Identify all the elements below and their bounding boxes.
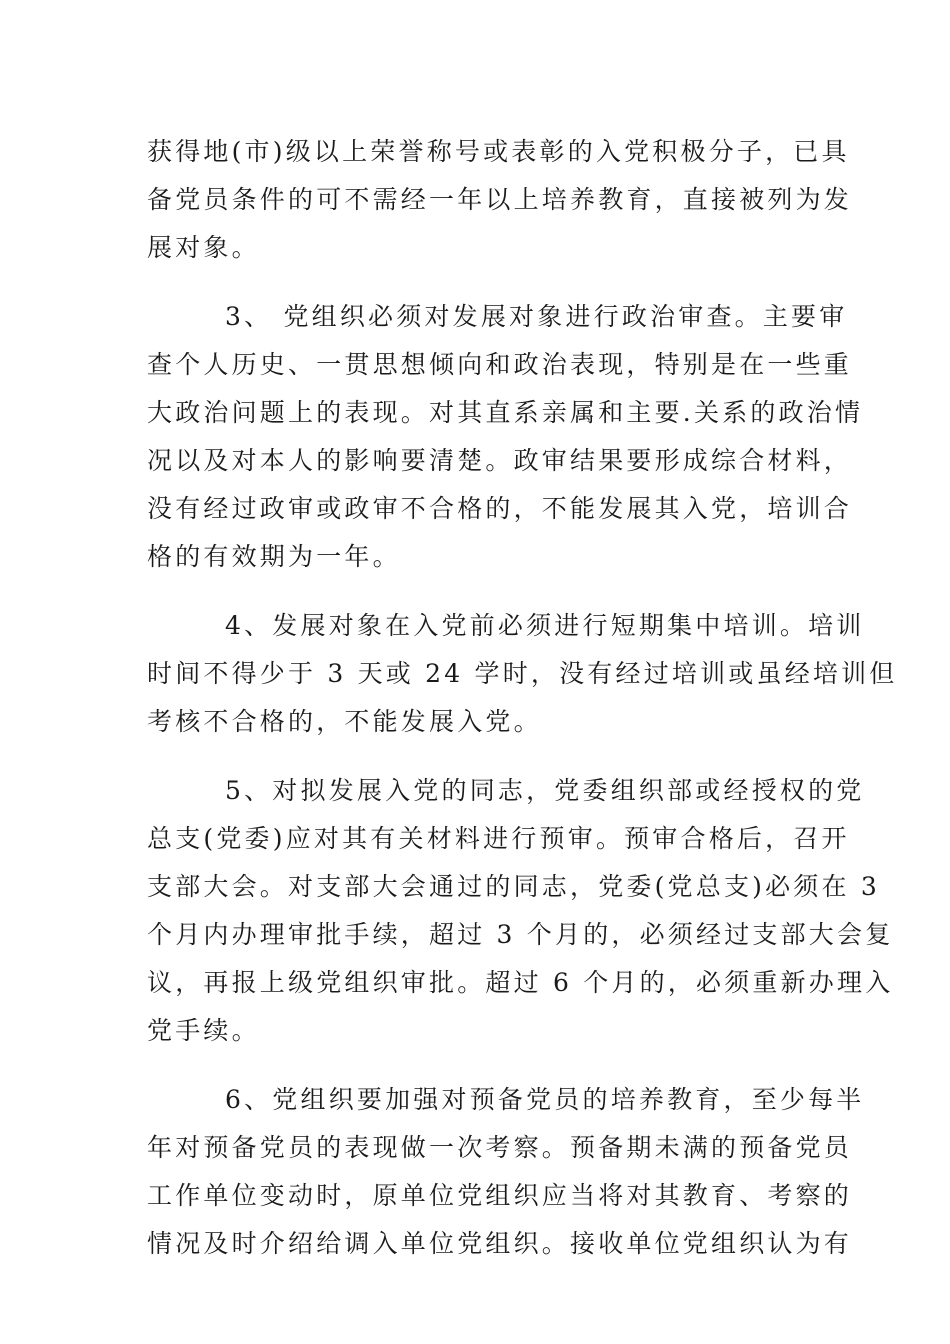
text-line: 情况及时介绍给调入单位党组织。接收单位党组织认为有 — [147, 1229, 853, 1258]
text-line: 个月内办理审批手续，超过 3 个月的，必须经过支部大会复 — [147, 920, 894, 949]
text-line: 展对象。 — [147, 233, 260, 262]
text-line: 获得地(市)级以上荣誉称号或表彰的入党积极分子，已具 — [147, 137, 850, 166]
text-line: 3、 党组织必须对发展对象进行政治审查。主要审 — [225, 302, 848, 331]
text-line: 年对预备党员的表现做一次考察。预备期未满的预备党员 — [147, 1133, 853, 1162]
text-line: 党手续。 — [147, 1016, 260, 1045]
text-line: 没有经过政审或政审不合格的，不能发展其入党，培训合 — [147, 494, 853, 523]
text-line: 6、党组织要加强对预备党员的培养教育，至少每半 — [225, 1085, 865, 1114]
text-line: 支部大会。对支部大会通过的同志，党委(党总支)必须在 3 — [147, 872, 880, 901]
text-line: 总支(党委)应对其有关材料进行预审。预审合格后，召开 — [147, 824, 850, 853]
text-line: 4、发展对象在入党前必须进行短期集中培训。培训 — [225, 611, 865, 640]
text-line: 时间不得少于 3 天或 24 学时，没有经过培训或虽经培训但 — [147, 659, 898, 688]
text-line: 工作单位变动时，原单位党组织应当将对其教育、考察的 — [147, 1181, 853, 1210]
text-line: 考核不合格的，不能发展入党。 — [147, 707, 542, 736]
text-line: 5、对拟发展入党的同志，党委组织部或经授权的党 — [225, 776, 865, 805]
text-line: 大政治问题上的表现。对其直系亲属和主要.关系的政治情 — [147, 398, 864, 427]
text-line: 议，再报上级党组织审批。超过 6 个月的，必须重新办理入 — [147, 968, 894, 997]
text-line: 查个人历史、一贯思想倾向和政治表现，特别是在一些重 — [147, 350, 853, 379]
text-line: 格的有效期为一年。 — [147, 542, 401, 571]
text-line: 况以及对本人的影响要清楚。政审结果要形成综合材料， — [147, 446, 853, 475]
text-line: 备党员条件的可不需经一年以上培养教育，直接被列为发 — [147, 185, 853, 214]
document-body — [147, 128, 898, 1268]
